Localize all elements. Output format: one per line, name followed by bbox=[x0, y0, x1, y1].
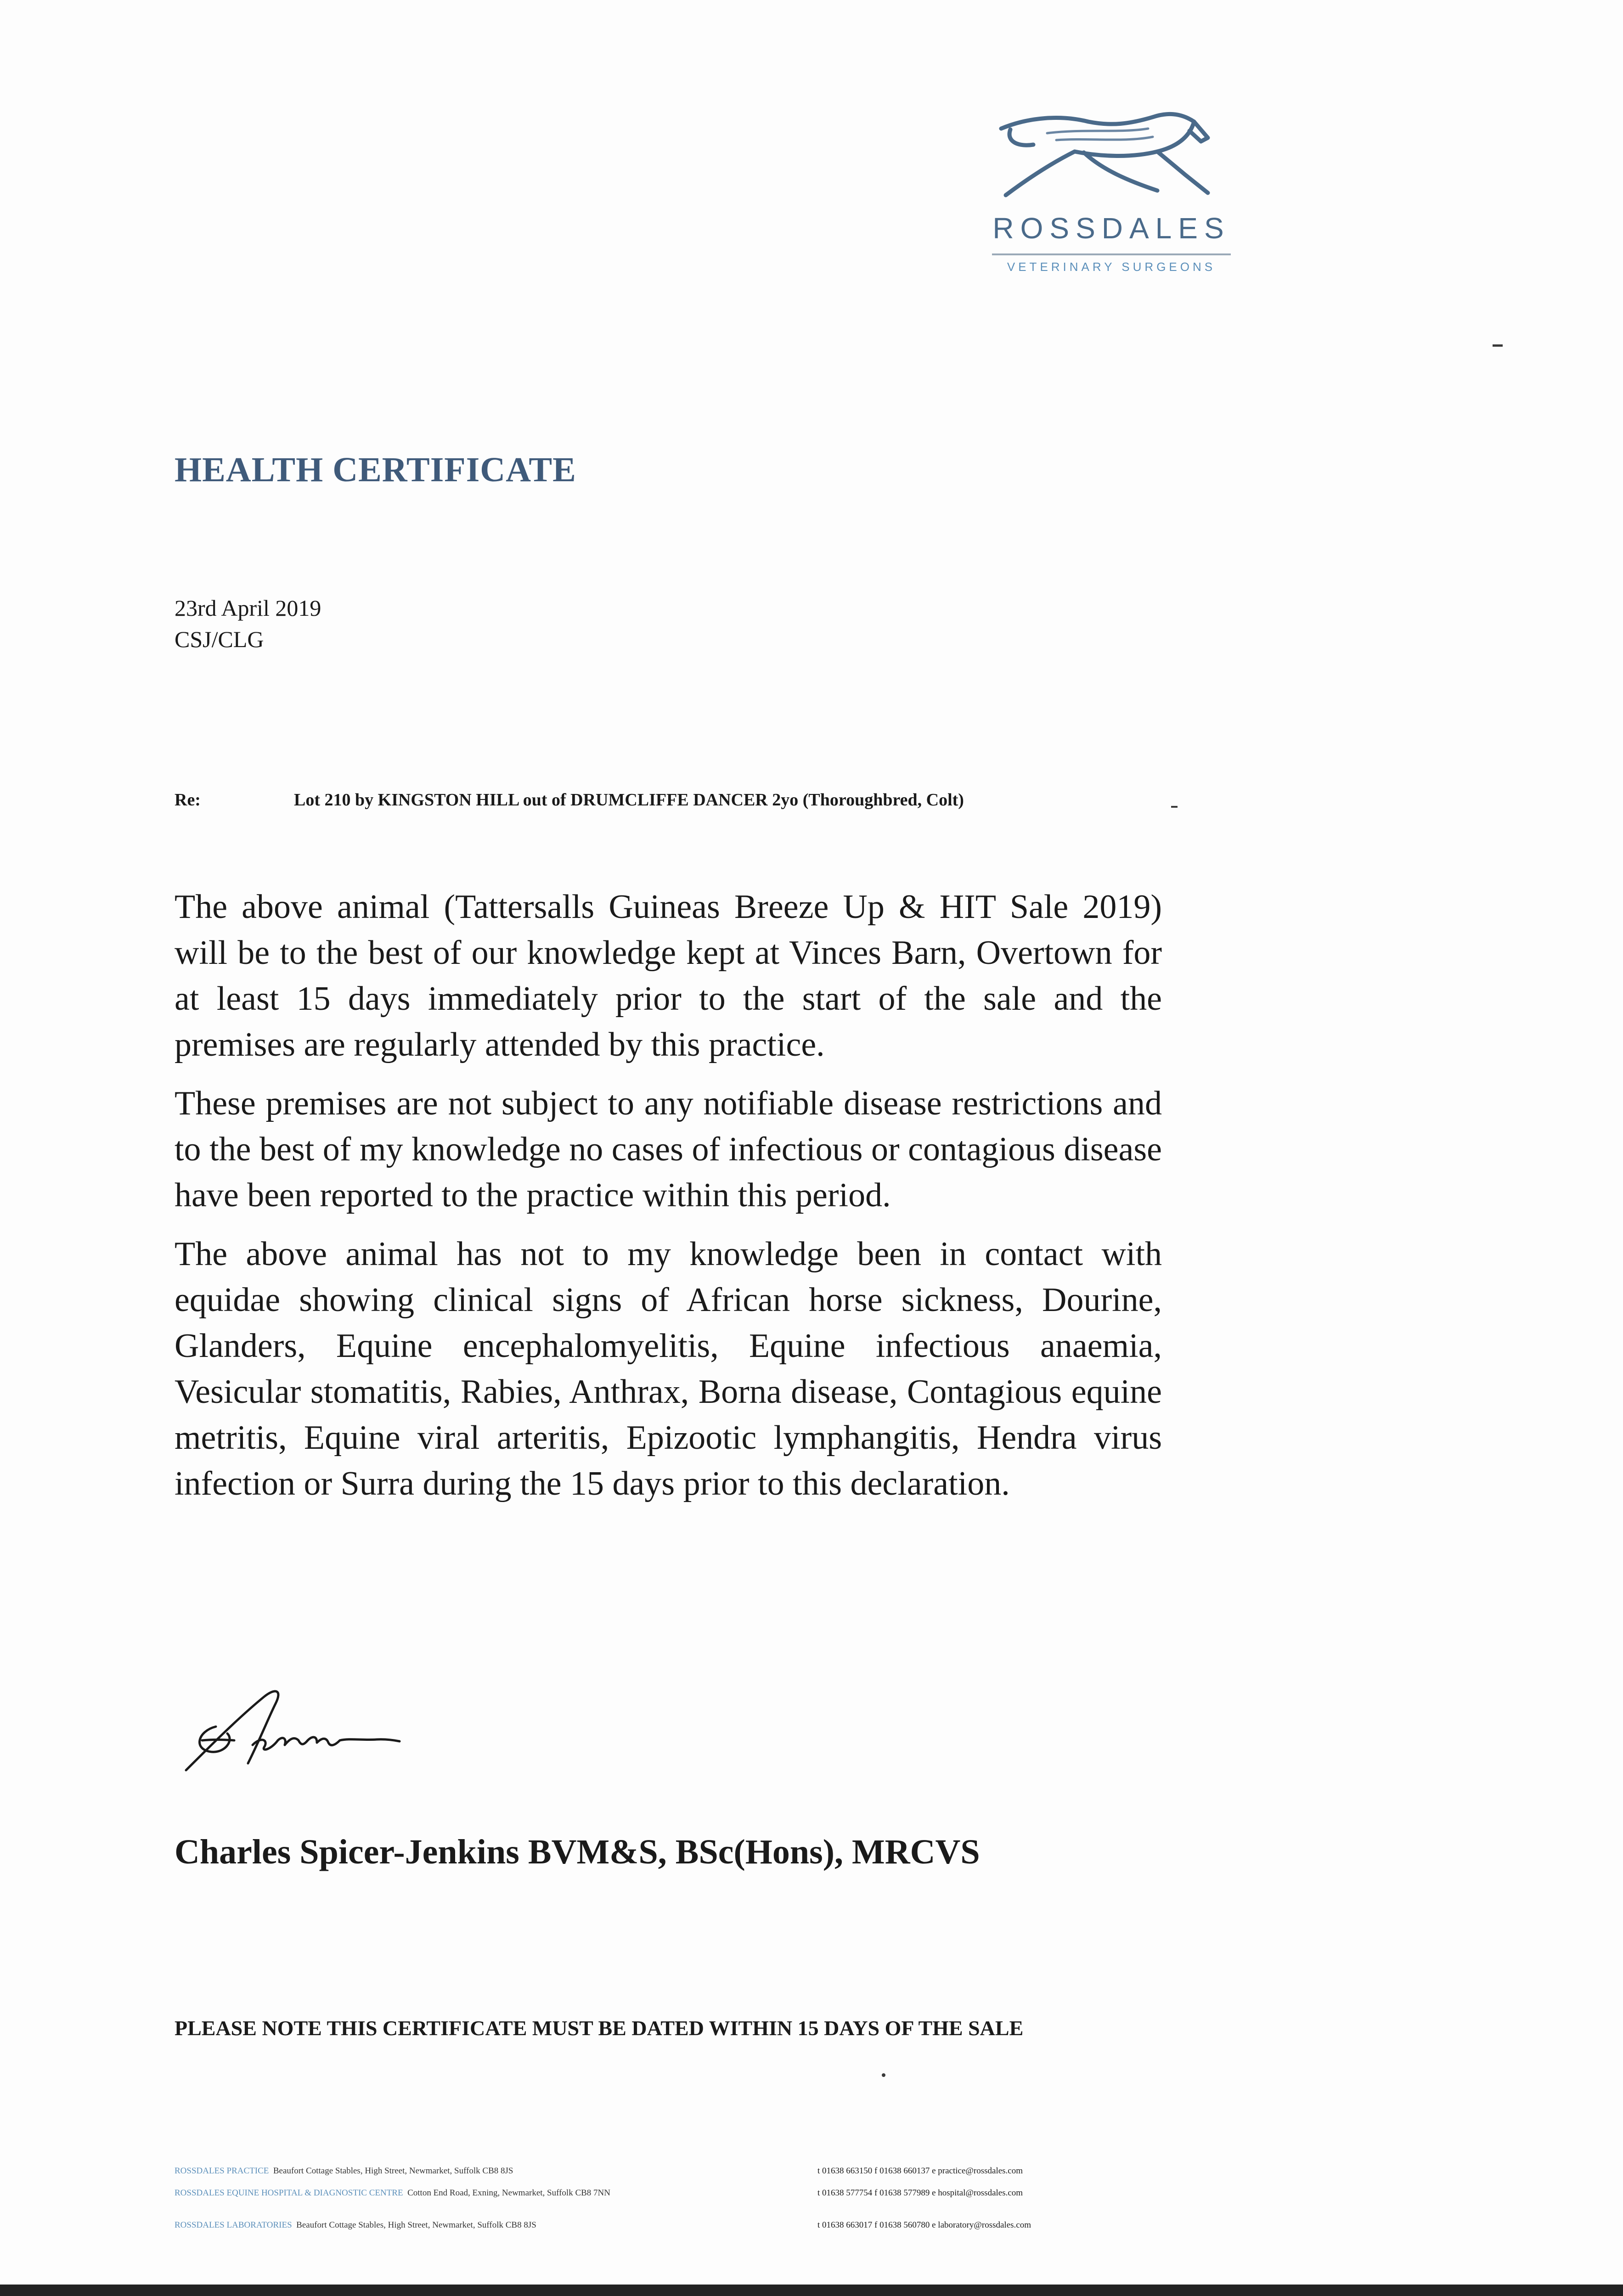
footer-contact: t 01638 663017 f 01638 560780 e laboratory@rossdales.com bbox=[817, 2220, 1031, 2230]
certificate-date: 23rd April 2019 bbox=[175, 595, 321, 621]
subject-line bbox=[175, 790, 964, 810]
date-block bbox=[175, 592, 321, 655]
footer-org-name: ROSSDALES EQUINE HOSPITAL & DIAGNOSTIC CENTRE bbox=[175, 2188, 403, 2198]
certificate-note: PLEASE NOTE THIS CERTIFICATE MUST BE DATED WITHIN 15 DAYS OF THE SALE bbox=[175, 2016, 1024, 2040]
footer-row bbox=[175, 2219, 1167, 2241]
logo-divider bbox=[992, 253, 1231, 255]
scan-bottom-edge bbox=[0, 2285, 1623, 2296]
body-paragraph: The above animal (Tattersalls Guineas Breeze Up & HIT Sale 2019) will be to the best of our knowledge kept at Vinces Barn, Overtown for at least 15 days immediately prior to the start of the sale and the premises are regularly attended by this practice. bbox=[175, 888, 1162, 1064]
signer-name: Charles Spicer-Jenkins BVM&S, BSc(Hons), MRCVS bbox=[175, 1833, 980, 1871]
body-paragraph: These premises are not subject to any notifiable disease restrictions and to the best of my knowledge no cases of infectious or contagious disease have been reported to the practice within this period. bbox=[175, 1085, 1162, 1214]
footer-org-name: ROSSDALES PRACTICE bbox=[175, 2166, 269, 2176]
footer-row bbox=[175, 2187, 1167, 2219]
page-title: HEALTH CERTIFICATE bbox=[175, 450, 576, 489]
footer-contact: t 01638 577754 f 01638 577989 e hospital@rossdales.com bbox=[817, 2188, 1023, 2198]
footer-address: Beaufort Cottage Stables, High Street, Newmarket, Suffolk CB8 8JS bbox=[296, 2220, 536, 2230]
body-paragraph: The above animal has not to my knowledge been in contact with equidae showing clinical signs of African horse sickness, Dourine, Glanders, Equine encephalomyelitis, Equine infectious anaemia, Vesicular stomatitis, Rabies, Anthrax, Borna disease, Contagious equine metritis, Equine viral arteritis, Epizootic lymphangitis, Hendra virus infection or Surra during the 15 days prior to this declaration. bbox=[175, 1235, 1162, 1503]
scan-artifact bbox=[1493, 344, 1503, 347]
footer-address: Beaufort Cottage Stables, High Street, Newmarket, Suffolk CB8 8JS bbox=[273, 2166, 513, 2176]
subject-label: Re: bbox=[175, 790, 201, 810]
scan-artifact bbox=[1171, 806, 1178, 808]
running-horse-icon bbox=[992, 101, 1222, 211]
handwritten-signature bbox=[184, 1671, 441, 1786]
footer-address: Cotton End Road, Exning, Newmarket, Suffolk CB8 7NN bbox=[407, 2188, 610, 2198]
logo-subtitle: VETERINARY SURGEONS bbox=[1007, 260, 1216, 274]
footer-row bbox=[175, 2165, 1167, 2187]
reference-code: CSJ/CLG bbox=[175, 626, 264, 652]
footer-contact: t 01638 663150 f 01638 660137 e practice@rossdales.com bbox=[817, 2166, 1023, 2176]
scan-artifact bbox=[882, 2073, 885, 2077]
footer-org-name: ROSSDALES LABORATORIES bbox=[175, 2220, 292, 2230]
rossdales-logo bbox=[983, 101, 1240, 294]
subject-text: Lot 210 by KINGSTON HILL out of DRUMCLIFFE DANCER 2yo (Thoroughbred, Colt) bbox=[294, 790, 964, 810]
footer bbox=[175, 2165, 1167, 2241]
certificate-body bbox=[175, 884, 1162, 1519]
logo-name: ROSSDALES bbox=[992, 212, 1230, 245]
